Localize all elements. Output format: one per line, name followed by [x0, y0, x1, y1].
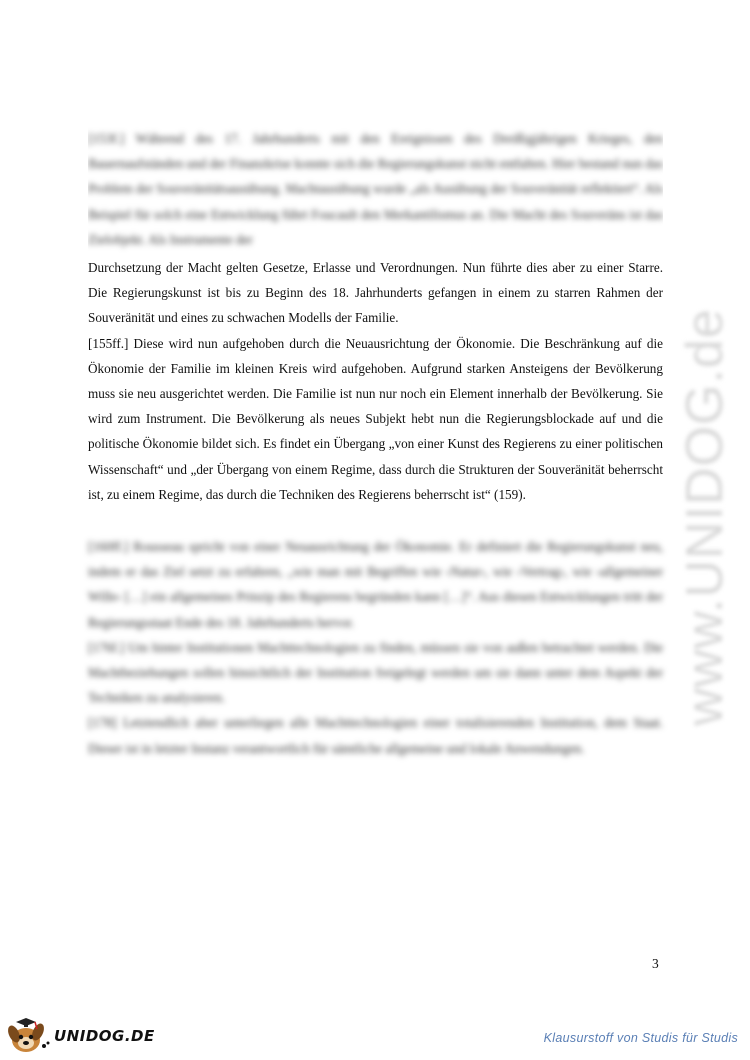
- blurred-text-bottom: [88, 534, 663, 761]
- page-number: 3: [652, 956, 659, 971]
- footer-tagline: Klausurstoff von Studis für Studis: [543, 1031, 738, 1045]
- blurred-paragraph-institutionen: [176f.] Um hinter Institutionen Machttechnologien zu finden, müssen sie von außen betrachtet werden. Die Machtbeziehungen sollen hinsichtlich der Institution freigelegt werden um sie dann unter dem Aspekt der Techniken zu analysieren.: [88, 639, 663, 706]
- blurred-paragraph-rousseau: [160ff.] Rousseau spricht von einer Neuausrichtung der Ökonomie. Er definiert die Regierungskunst neu, indem er das Ziel setzt zu erfahren, „wie man mit Begriffen wie ›Natur‹, wie ›Vertrag‹, wie ›allgemeiner Wille‹ […] ein allgemeines Prinzip des Regierens begründen kann […]“. Aus diesen Entwicklungen tritt der Regierungsstaat Ende des 18. Jahrhunderts hervor.: [88, 539, 663, 630]
- paragraph-regierungskunst: Durchsetzung der Macht gelten Gesetze, Erlasse und Verordnungen. Nun führte dies aber zu einer Starre. Die Regierungskunst ist bis zu Beginn des 18. Jahrhunderts gefangen in einem zu starren Rahmen der Souveränität und eines zu schwachen Modells der Familie.: [88, 260, 663, 326]
- blurred-text-top: [88, 126, 663, 254]
- blurred-paragraph-staat: [178] Letztendlich aber unterliegen alle Machttechnologien einer totalisierenden Institution, dem Staat. Dieser ist in letzter Instanz verantwortlich für sämtliche allgemeine und lokale Anwendungen.: [88, 715, 663, 756]
- watermark: [650, 282, 750, 752]
- dog-mascot-icon: [4, 1016, 52, 1056]
- visible-text-section: [88, 255, 663, 507]
- watermark-text: www.UNIDOG.de: [676, 308, 734, 726]
- paragraph-oekonomie: [155ff.] Diese wird nun aufgehoben durch die Neuausrichtung der Ökonomie. Die Beschränkung auf die Ökonomie der Familie im kleinen Kreis wird aufgehoben. Aufgrund starken Ansteigens der Bevölkerung muss sie neu ausgerichtet werden. Die Familie ist nun nur noch ein Element innerhalb der Bevölkerung. Sie wird zum Instrument. Die Bevölkerung als neues Subjekt hebt nun die Regierungsblockade auf und die politische Ökonomie bildet sich. Es findet ein Übergang „von einer Kunst des Regierens zu einer politischen Wissenschaft“ und „der Übergang von einem Regime, dass durch die Strukturen der Souveränität beherrscht ist, zu einem Regime, das durch die Techniken des Regierens beherrscht ist“ (159).: [88, 335, 663, 502]
- unidog-logo[interactable]: [4, 1015, 184, 1057]
- blurred-paragraph: [153f.] Während des 17. Jahrhunderts mit den Ereignissen des Dreißigjährigen Krieges, den Bauernaufständen und der Finanzkrise konnte sich die Regierungskunst nicht entfalten. Hier bestand nun das Problem der Souveränitätsausübung. Machtausübung wurde „als Ausübung der Souveränität reflektiert“. Als Beispiel für solch eine Entwicklung führt Foucault den Merkantilismus an. Die Macht des Souveräns ist das Zielobjekt. Als Instrumente der: [88, 131, 663, 247]
- logo-text: UNIDOG.DE: [54, 1027, 155, 1045]
